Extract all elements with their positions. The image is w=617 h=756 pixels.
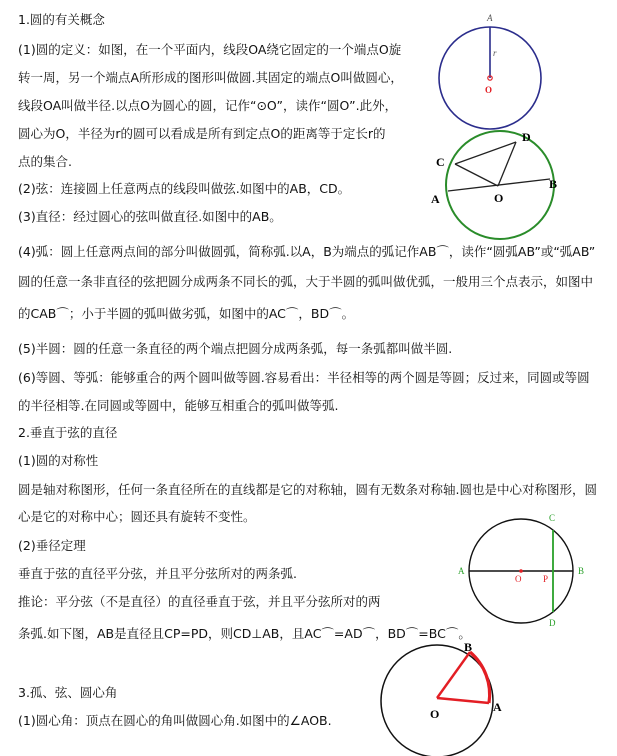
paragraph-line: 垂直于弦的直径平分弦，并且平分弦所对的两条弧. [18,566,297,581]
figure-central-angle [375,640,515,756]
label-a: A [458,566,465,576]
label-a: A [487,13,493,23]
segment-co [455,164,498,186]
label-a: A [493,700,502,714]
label-c: C [549,513,556,523]
paragraph-line: (1)圆的定义：如图，在一个平面内，线段OA绕它固定的一个端点O旋 [18,42,402,57]
paragraph-line: 心是它的对称中心；圆还具有旋转不变性。 [18,509,256,524]
figure-circle-radius [430,8,550,128]
label-o: O [485,85,493,95]
circle [381,645,493,756]
paragraph-line: (2)垂径定理 [18,538,86,553]
heading-perpendicular: 2.垂直于弦的直径 [18,425,118,440]
paragraph-line: 线段OA叫做半径.以点O为圆心的圆，记作“⊙O”，读作“圆O”.此外， [18,98,398,113]
paragraph-line: 圆的任意一条非直径的弦把圆分成两条不同长的弧，大于半圆的弧叫做优弧，一般用三个点表示，如图中 [18,274,594,289]
figure-perpendicular-diameter [455,510,595,628]
label-o: O [430,707,440,721]
paragraph-line: (1)圆心角：顶点在圆心的角叫做圆心角.如图中的∠AOB. [18,713,332,728]
paragraph-line: (5)半圆：圆的任意一条直径的两个端点把圆分成两条弧，每一条弧都叫做半圆. [18,341,453,356]
paragraph-line: 的CAB⌒；小于半圆的弧叫做劣弧，如图中的AC⌒，BD⌒。 [18,306,355,321]
paragraph-line: (2)弦：连接圆上任意两点的线段叫做弦.如图中的AB，CD。 [18,181,351,196]
heading-arc-chord: 3.孤、弦、圆心角 [18,685,118,700]
label-d: D [549,618,556,628]
label-c: C [436,155,445,169]
paragraph-line: 的半径相等.在同圆或等圆中，能够互相重合的弧叫做等弧. [18,398,339,413]
center-point [519,569,523,573]
radius-ob [437,652,470,698]
arc-ab [470,652,490,703]
paragraph-line: 圆是轴对称图形，任何一条直径所在的直线都是它的对称轴，圆有无数条对称轴.圆也是中心对称图形，圆 [18,482,597,497]
label-o: O [494,191,504,205]
paragraph-line: (4)弧：圆上任意两点间的部分叫做圆弧，简称弧.以A，B为端点的弧记作AB⌒，读作“圆弧AB”或“弧AB” [18,244,596,259]
paragraph-line: 点的集合. [18,154,72,169]
label-b: B [464,640,473,654]
paragraph-line: 转一周，另一个端点A所形成的图形叫做圆.其固定的端点O叫做圆心， [18,70,403,85]
paragraph-line: (6)等圆、等弧：能够重合的两个圆叫做等圆.容易看出：半径相等的两个圆是等圆；反过来，同圆或等圆 [18,370,590,385]
paragraph-line: (1)圆的对称性 [18,453,99,468]
paragraph-line: 条弧.如下图，AB是直径且CP=PD，则CD⊥AB，且AC⌒=AD⌒，BD⌒=BC⌒。 [18,626,471,641]
heading-concepts: 1.圆的有关概念 [18,12,105,27]
label-p: P [543,574,549,584]
paragraph-line: 推论：平分弦（不是直径）的直径垂直于弦，并且平分弦所对的两 [18,594,381,609]
segment-do [498,142,516,186]
radius-oa [437,698,489,703]
label-d: D [522,130,531,144]
label-o: O [515,574,522,584]
label-r: r [493,48,497,58]
label-b: B [578,566,585,576]
figure-chords [428,128,568,246]
label-a: A [431,192,440,206]
label-b: B [549,177,558,191]
paragraph-line: (3)直径：经过圆心的弦叫做直径.如图中的AB。 [18,209,282,224]
paragraph-line: 圆心为O，半径为r的圆可以看成是所有到定点O的距离等于定长r的 [18,126,386,141]
